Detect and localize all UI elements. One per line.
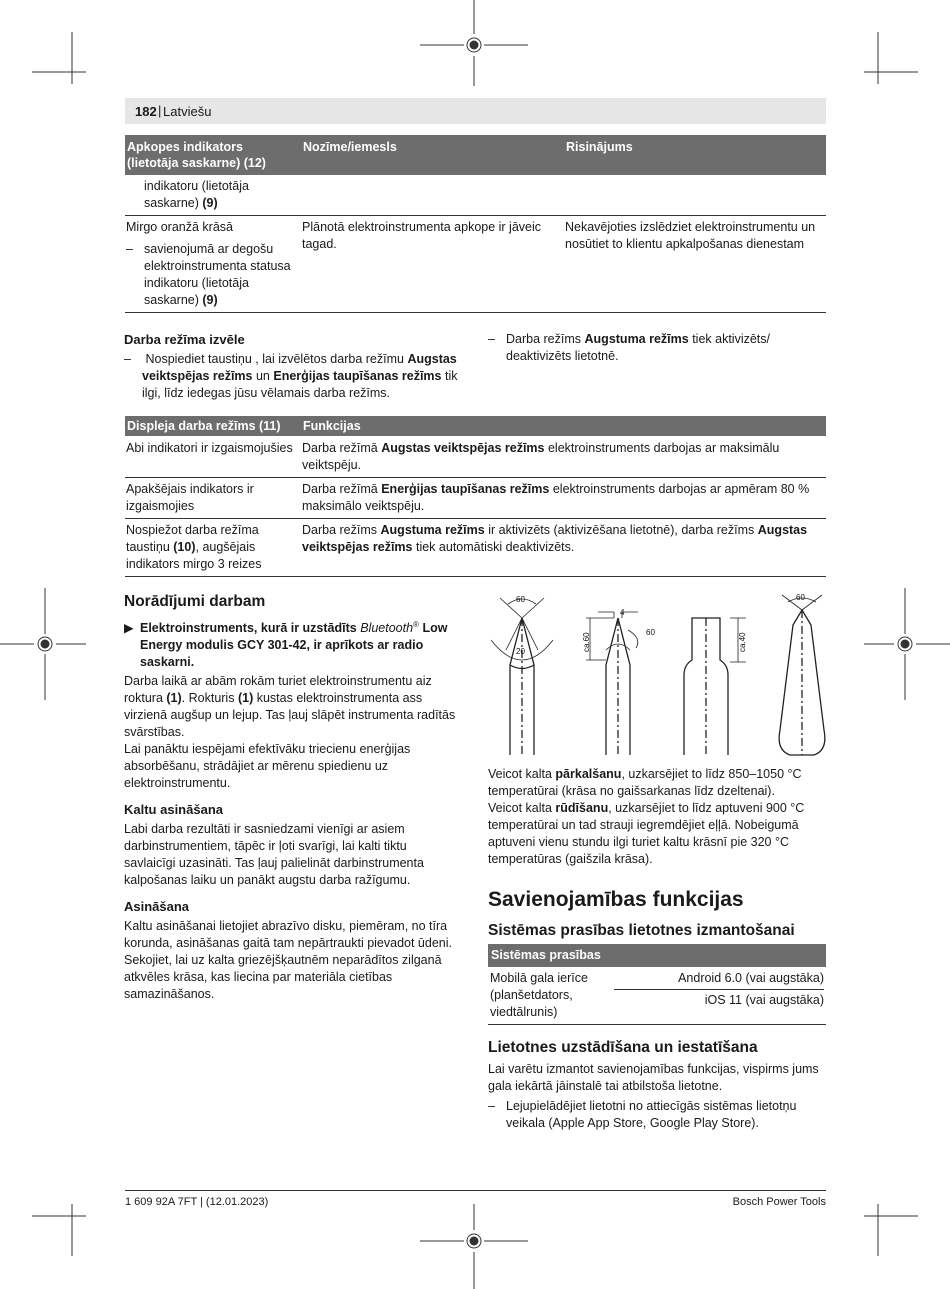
length-label-ca60: ca.60	[582, 632, 591, 652]
connectivity-heading: Savienojamības funkcijas	[488, 888, 744, 911]
maintenance-meaning: Plānotā elektroinstrumenta apkope ir jāveic tagad.	[301, 216, 564, 313]
app-setup-text: Lai varētu izmantot savienojamības funkcijas, vispirms jums gala iekārtā jāinstalē tai atbilstoša lietotne.	[488, 1062, 819, 1093]
angle-label-60-left: 60	[516, 595, 525, 604]
ios-requirement: iOS 11 (vai augstāka)	[704, 993, 824, 1007]
system-requirements-table	[488, 944, 826, 1024]
system-requirements-heading: Sistēmas prasības lietotnes izmantošanai	[488, 922, 795, 939]
grinding-text: Kaltu asināšanai lietojiet abrazīvo disku, piemēram, no tīra korunda, asināšanas gaitā tam nepārtraukti pievadot ūdeni. Sekojiet, lai uz kalta griezējšķautnēm neparādītos zilganā atkvēles krāsa, kas liecina par materiāla cietības samazināšanos.	[124, 919, 452, 1002]
document-code: 1 609 92A 7FT | (12.01.2023)	[125, 1196, 269, 1208]
page-number: 182	[135, 104, 157, 119]
maintenance-solution: Nekavējoties izslēdziet elektroinstrumentu un nosūtiet to klientu apkalpošanas dienestam	[564, 216, 826, 313]
maintenance-table	[125, 135, 826, 313]
angle-label-60-right: 60	[796, 593, 805, 602]
pointed-chisel-diagram	[491, 598, 553, 755]
angle-label-60-mid: 60	[646, 628, 655, 637]
table-row: Mirgo oranžā krāsā – savienojumā ar degošu elektroinstrumenta statusa indikatoru (lietotāja saskarne) (9) Plānotā elektroinstrumenta apkope ir jāveic tagad. Nekavējoties izslēdziet elektroinstrumentu un nosūtiet to klientu apkalpošanas dienestam	[125, 216, 826, 313]
table-row: Abi indikatori ir izgaismojušies Darba režīmā Augstas veiktspējas režīms elektroinstruments darbojas ar maksimālu veiktspēju.	[126, 441, 780, 472]
publisher-name: Bosch Power Tools	[732, 1196, 826, 1208]
mode-altitude-note: – Darba režīms Augstuma režīms tiek aktivizēts/ deaktivizēts lietotnē.	[488, 331, 828, 365]
mobile-device-label: Mobilā gala ierīce (planšetdators, viedtālrunis)	[490, 971, 588, 1019]
bluetooth-note: ▶ Elektroinstruments, kurā ir uzstādīts Bluetooth® Low Energy modulis GCY 301-42, ir aprīkots ar radio saskarni.	[124, 620, 448, 670]
page-header	[125, 98, 826, 124]
work-notes-section	[124, 593, 460, 1003]
work-notes-heading: Norādījumi darbam	[124, 593, 266, 610]
maintenance-header-meaning: Nozīme/iemesls	[301, 135, 564, 175]
table-row: indikatoru (lietotāja saskarne) (9)	[144, 179, 249, 210]
angle-label-20: 20	[516, 647, 525, 656]
table-row	[488, 967, 826, 1024]
mode-instruction: – Nospiediet taustiņu , lai izvēlētos darba režīmu Augstas veiktspējas režīms un Enerģijas taupīšanas režīms tik ilgi, līdz iedegas jūsu vēlamais darba režīms.	[124, 351, 460, 402]
handle-paragraph: Darba laikā ar abām rokām turiet elektroinstrumentu aiz roktura (1). Rokturis (1) kustas elektroinstrumenta ass virzienā augšup un lejup. Tas ļauj slāpēt instrumenta radītās svārstības.	[124, 674, 456, 740]
page-footer	[125, 1190, 826, 1208]
forging-text: Veicot kalta pārkalšanu, uzkarsējiet to līdz 850–1050 °C temperatūrai (krāsa no gaišsarkanas līdz dzeltenai).	[488, 767, 802, 798]
pressure-paragraph: Lai panāktu iespējami efektīvāku triecienu enerģijas absorbēšanu, strādājiet ar mērenu spiedienu uz elektroinstrumentu.	[124, 742, 411, 791]
display-header-functions: Funkcijas	[301, 416, 826, 436]
length-label-ca40: ca.40	[738, 632, 747, 652]
display-mode-table	[125, 416, 826, 577]
mode-selection-section	[124, 331, 460, 402]
page-language: Latviešu	[163, 104, 212, 119]
requirements-header: Sistēmas prasības	[488, 944, 826, 967]
header-separator: |	[158, 103, 162, 118]
app-setup-heading: Lietotnes uzstādīšana un iestatīšana	[488, 1039, 758, 1056]
maintenance-header-indicator: Apkopes indikators (lietotāja saskarne) (12)	[125, 135, 301, 175]
spade-chisel-diagram	[684, 618, 746, 755]
connectivity-section	[488, 888, 828, 1132]
maintenance-header-solution: Risinājums	[564, 135, 826, 175]
chisel-sharpening-figure	[486, 590, 831, 765]
blink-orange-text: Mirgo oranžā krāsā	[126, 220, 233, 234]
forging-section	[488, 766, 828, 868]
app-download-instruction: – Lejupielādējiet lietotni no attiecīgās sistēmas lietotņu veikala (Apple App Store, Google Play Store).	[488, 1098, 828, 1132]
flat-chisel-diagram	[586, 612, 638, 755]
sharpening-heading: Kaltu asināšana	[124, 802, 223, 818]
triangle-bullet-icon: ▶	[124, 621, 134, 636]
table-row: Nospiežot darba režīma taustiņu (10), augšējais indikators mirgo 3 reizes Darba režīms Augstuma režīms ir aktivizēts (aktivizēšana lietotnē), darba režīms Augstas veiktspējas režīms tiek automātiski deaktivizēts.	[125, 519, 826, 577]
table-row: Apakšējais indikators ir izgaismojies Darba režīmā Enerģijas taupīšanas režīms elektroinstruments darbojas ar apmēram 80 % maksimālo veiktspēju.	[125, 478, 826, 519]
sharpening-text: Labi darba rezultāti ir sasniedzami vienīgi ar asiem darbinstrumentiem, tāpēc ir ļoti svarīgi, lai kalti tiktu savlaicīgi uzasināti. Tas ļauj palielināt darbinstrumenta kalpošanas laiku un panākt augstu darba ražīgumu.	[124, 822, 424, 888]
taper-chisel-diagram	[779, 595, 825, 755]
mode-heading: Darba režīma izvēle	[124, 332, 245, 347]
width-label-4: 4	[620, 608, 625, 617]
hardening-text: Veicot kalta rūdīšanu, uzkarsējiet to līdz aptuveni 900 °C temperatūrai un tad strauji iegremdējiet eļļā. Nobeigumā aptuveni vienu stundu ilgi turiet kaltu krāsnī pie 320 °C temperatūras (gaišzila krāsa).	[488, 801, 805, 866]
grinding-heading: Asināšana	[124, 899, 190, 915]
android-requirement: Android 6.0 (vai augstāka)	[614, 970, 824, 990]
display-header-mode: Displeja darba režīms (11)	[125, 416, 301, 436]
